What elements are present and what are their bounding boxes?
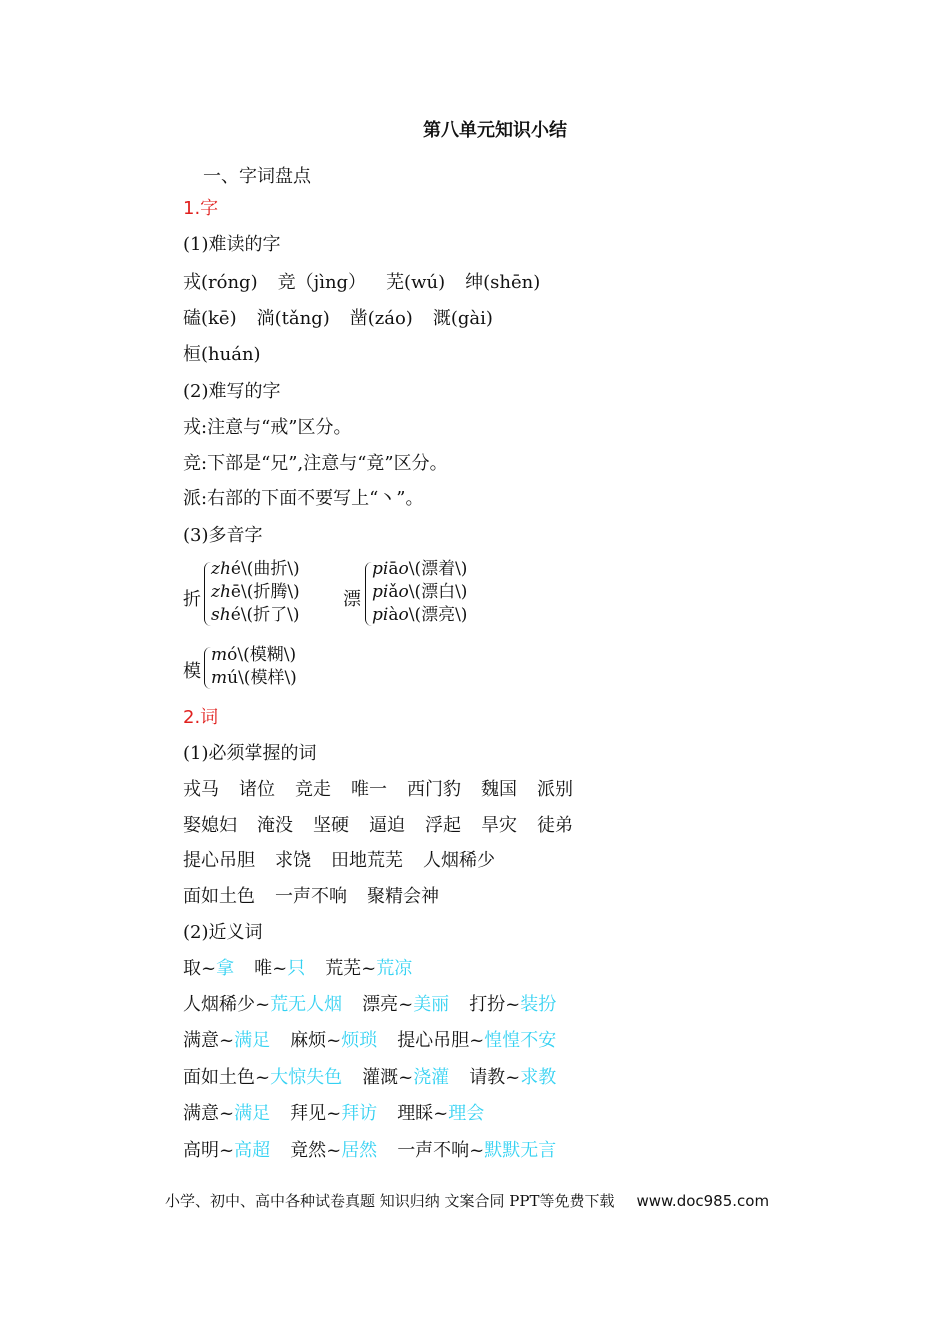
syn-pair: 拜见~拜访 [290, 1103, 378, 1124]
syn-pair: 唯~只 [254, 958, 306, 979]
hard-write-line: 戎:注意与“戒”区分。 [183, 417, 352, 438]
poly-label: (3)多音字 [183, 525, 263, 546]
syn-pair: 麻烦~烦琐 [290, 1030, 378, 1051]
syn-pair: 取~拿 [183, 958, 235, 979]
brace-icon [204, 562, 211, 626]
word: 徒弟 [537, 815, 573, 836]
word: 唯一 [351, 779, 387, 800]
hard-write-line: 竞:下部是“兄”,注意与“竟”区分。 [183, 453, 448, 474]
syn-row [183, 993, 576, 1017]
word: 魏国 [481, 779, 517, 800]
word: 竞走 [295, 779, 331, 800]
char-pinyin: 竞（jìng） [277, 272, 367, 293]
syn-pair: 打扮~装扮 [469, 994, 557, 1015]
hard-read-row [183, 307, 513, 331]
word: 求饶 [275, 850, 311, 871]
word: 田地荒芜 [331, 850, 403, 871]
word: 逼迫 [369, 815, 405, 836]
reading: zhé\(曲折\) [211, 559, 300, 579]
must-row [183, 849, 515, 873]
poly-char: 模 [183, 661, 201, 682]
syn-label: (2)近义词 [183, 922, 263, 943]
char-pinyin: 磕(kē) [183, 308, 237, 329]
char-pinyin: 戎(róng) [183, 272, 258, 293]
char-pinyin: 溉(gài) [432, 308, 493, 329]
hard-read-row [183, 343, 281, 367]
must-row [183, 814, 593, 838]
syn-pair: 提心吊胆~惶惶不安 [397, 1030, 557, 1051]
must-label: (1)必须掌握的词 [183, 743, 317, 764]
reading: mú\(模样\) [211, 668, 297, 688]
hard-read-label: (1)难读的字 [183, 234, 281, 255]
brace-icon [365, 562, 372, 626]
syn-pair: 灌溉~浇灌 [362, 1067, 450, 1088]
syn-row [183, 1029, 576, 1053]
syn-row [183, 1139, 576, 1163]
char-pinyin: 淌(tǎng) [256, 308, 330, 329]
syn-row [183, 1102, 504, 1126]
syn-pair: 漂亮~美丽 [362, 994, 450, 1015]
page-footer [165, 1190, 769, 1211]
footer-text: 小学、初中、高中各种试卷真题 知识归纳 文案合同 PPT等免费下载 [165, 1192, 615, 1210]
word: 坚硬 [313, 815, 349, 836]
syn-pair: 一声不响~默默无言 [397, 1140, 557, 1161]
syn-pair: 竟然~居然 [290, 1140, 378, 1161]
hard-write-line: 派:右部的下面不要写上“丶”。 [183, 488, 424, 509]
word: 旱灾 [481, 815, 517, 836]
must-row [183, 778, 593, 802]
syn-pair: 满意~满足 [183, 1030, 271, 1051]
reading: piǎo\(漂白\) [372, 582, 468, 602]
reading: zhē\(折腾\) [211, 582, 300, 602]
reading: piāo\(漂着\) [372, 559, 468, 579]
char-pinyin: 绅(shēn) [465, 272, 541, 293]
poly-char: 漂 [343, 589, 361, 610]
char-pinyin: 凿(záo) [349, 308, 413, 329]
words-heading: 2.词 [183, 707, 219, 728]
page-title: 第八单元知识小结 [423, 120, 567, 141]
syn-pair: 荒芜~荒凉 [325, 958, 413, 979]
word: 派别 [537, 779, 573, 800]
syn-pair: 满意~满足 [183, 1103, 271, 1124]
word: 一声不响 [275, 886, 347, 907]
chars-heading: 1.字 [183, 198, 219, 219]
syn-pair: 面如土色~大惊失色 [183, 1067, 343, 1088]
section-heading: 一、字词盘点 [203, 166, 311, 187]
word: 提心吊胆 [183, 850, 255, 871]
word: 西门豹 [407, 779, 461, 800]
hard-read-row [183, 271, 560, 295]
syn-pair: 理睬~理会 [397, 1103, 485, 1124]
must-row [183, 885, 459, 909]
word: 浮起 [425, 815, 461, 836]
reading: piào\(漂亮\) [372, 605, 468, 625]
reading: shé\(折了\) [211, 605, 300, 625]
syn-pair: 高明~高超 [183, 1140, 271, 1161]
syn-row [183, 957, 432, 981]
brace-icon [204, 647, 211, 689]
poly-char: 折 [183, 589, 201, 610]
word: 诸位 [239, 779, 275, 800]
char-pinyin: 芜(wú) [386, 272, 446, 293]
word: 面如土色 [183, 886, 255, 907]
word: 娶媳妇 [183, 815, 237, 836]
syn-row [183, 1066, 576, 1090]
word: 聚精会神 [367, 886, 439, 907]
syn-pair: 人烟稀少~荒无人烟 [183, 994, 343, 1015]
reading: mó\(模糊\) [211, 645, 297, 665]
syn-pair: 请教~求教 [469, 1067, 557, 1088]
hard-write-label: (2)难写的字 [183, 381, 281, 402]
char-pinyin: 桓(huán) [183, 344, 261, 365]
word: 淹没 [257, 815, 293, 836]
word: 人烟稀少 [423, 850, 495, 871]
word: 戎马 [183, 779, 219, 800]
footer-url-link[interactable]: www.doc985.com [636, 1192, 770, 1210]
